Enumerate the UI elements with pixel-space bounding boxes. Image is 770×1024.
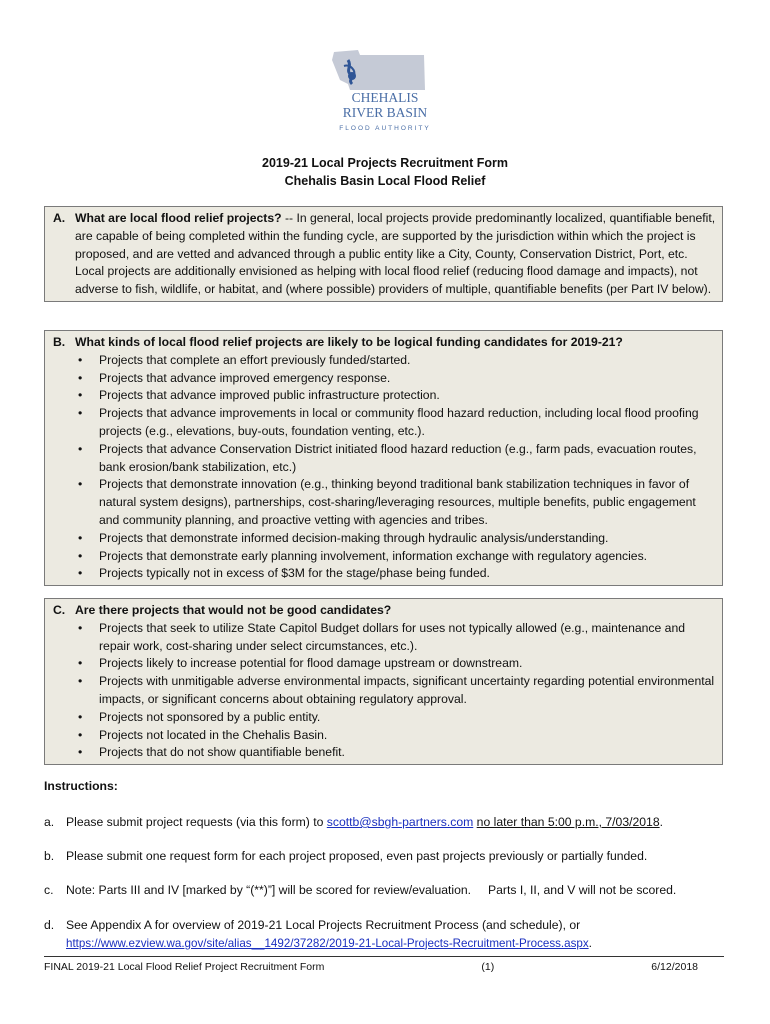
list-item: • Projects not located in the Chehalis Basin. [78,727,328,742]
deadline-text: no later than 5:00 p.m., 7/03/2018 [476,815,660,829]
form-title: 2019-21 Local Projects Recruitment Form [262,156,508,170]
section-b-list [53,352,716,583]
footer-date: 6/12/2018 [651,961,698,973]
instruction-b: b. Please submit one request form for each project proposed, even past projects previously or partially funded. [44,849,648,863]
list-item: • Projects that demonstrate early planning involvement, information exchange with regulatory agencies. [78,548,648,563]
section-b-question: What kinds of local flood relief projects are likely to be logical funding candidates for 2019-21? [75,335,623,349]
list-item: • Projects that advance improvements in local or community flood hazard reduction, including local flood proofing projects (e.g., elevations, buy-outs, foundation venting, etc.). [78,406,699,438]
email-link[interactable]: scottb@sbgh-partners.com [326,815,474,829]
list-item: • Projects typically not in excess of $3M for the stage/phase being funded. [78,566,490,581]
section-a-letter: A. [53,211,66,225]
form-subtitle: Chehalis Basin Local Flood Relief [284,173,486,188]
footer-page-number: (1) [481,961,495,973]
instruction-a: a. Please submit project requests (via this form) to scottb@sbgh-partners.com no later than 5:00 p.m., 7/03/2018. [44,815,664,829]
list-item: • Projects that advance improved emergency response. [78,370,391,385]
list-item: • Projects that advance improved public infrastructure protection. [78,388,440,403]
section-b-letter: B. [53,335,66,349]
section-c-letter: C. [53,603,66,617]
process-url-link[interactable]: https://www.ezview.wa.gov/site/alias__1492/37282/2019-21-Local-Projects-Recruitment-Process.aspx [66,936,589,950]
form-title-block [0,155,770,190]
list-item: • Projects likely to increase potential for flood damage upstream or downstream. [78,656,523,671]
logo-line3: FLOOD AUTHORITY [339,125,431,132]
list-item: • Projects with unmitigable adverse environmental impacts, significant uncertainty regarding potential environmental impacts, or significant concerns about obtaining regulatory approval. [78,674,715,706]
list-item: • Projects that do not show quantifiable benefit. [78,745,345,760]
list-item: • Projects that demonstrate innovation (e.g., thinking beyond traditional bank stabilization techniques in favor of natural system designs), partnerships, cost-sharing/leveraging resources, multiple benefits, public engagement and community planning, and proactive vetting with agencies and tribes. [78,477,696,527]
list-item: • Projects that demonstrate informed decision-making through hydraulic analysis/understanding. [78,530,609,545]
chehalis-logo [328,46,442,138]
page-footer [44,961,698,973]
section-a-question: What are local flood relief projects? [75,211,282,225]
section-b-box [44,330,723,586]
footer-form-name: FINAL 2019-21 Local Flood Relief Project Recruitment Form [44,961,325,973]
list-item: • Projects that advance Conservation District initiated flood hazard reduction (e.g., farm pads, evacuation routes, bank erosion/bank stabilization, etc.) [78,441,697,474]
section-c-list [53,620,716,762]
footer-divider [44,956,724,957]
section-c-box [44,598,723,765]
list-item: • Projects that complete an effort previously funded/started. [78,352,411,367]
washington-map-icon [328,46,442,138]
instruction-d: d. See Appendix A for overview of 2019-21 Local Projects Recruitment Process (and schedule), or https://www.ezview.wa.gov/site/alias__1492/37282/2019-21-Local-Projects-Recruitment-Process.aspx. [44,918,593,950]
logo-line2: RIVER BASIN [342,105,428,120]
section-a-text: -- In general, local projects provide predominantly localized, quantifiable benefit, are capable of being completed within the funding cycle, are supported by the jurisdiction within which the project is proposed, and are vetted and advanced through a public entity like a City, County, Conservation District, Port, etc. Local projects are additionally envisioned as helping with local flood relief (reducing flood damage and impacts), not adverse to fish, wildlife, or habitat, and (where possible) providers of multiple, quantifiable benefits (per Part IV below). [75,211,716,297]
instructions-heading: Instructions: [44,779,118,793]
list-item: • Projects that seek to utilize State Capitol Budget dollars for uses not typically allowed (e.g., maintenance and repair work, cost-sharing under select circumstances, etc.). [78,620,685,653]
instruction-c: c. Note: Parts III and IV [marked by “(**)”] will be scored for review/evaluation. Parts I, II, and V will not be scored. [44,883,677,897]
section-a-box [44,206,723,302]
logo-line1: CHEHALIS [351,90,419,105]
section-c-question: Are there projects that would not be good candidates? [75,603,392,617]
list-item: • Projects not sponsored by a public entity. [78,709,321,724]
